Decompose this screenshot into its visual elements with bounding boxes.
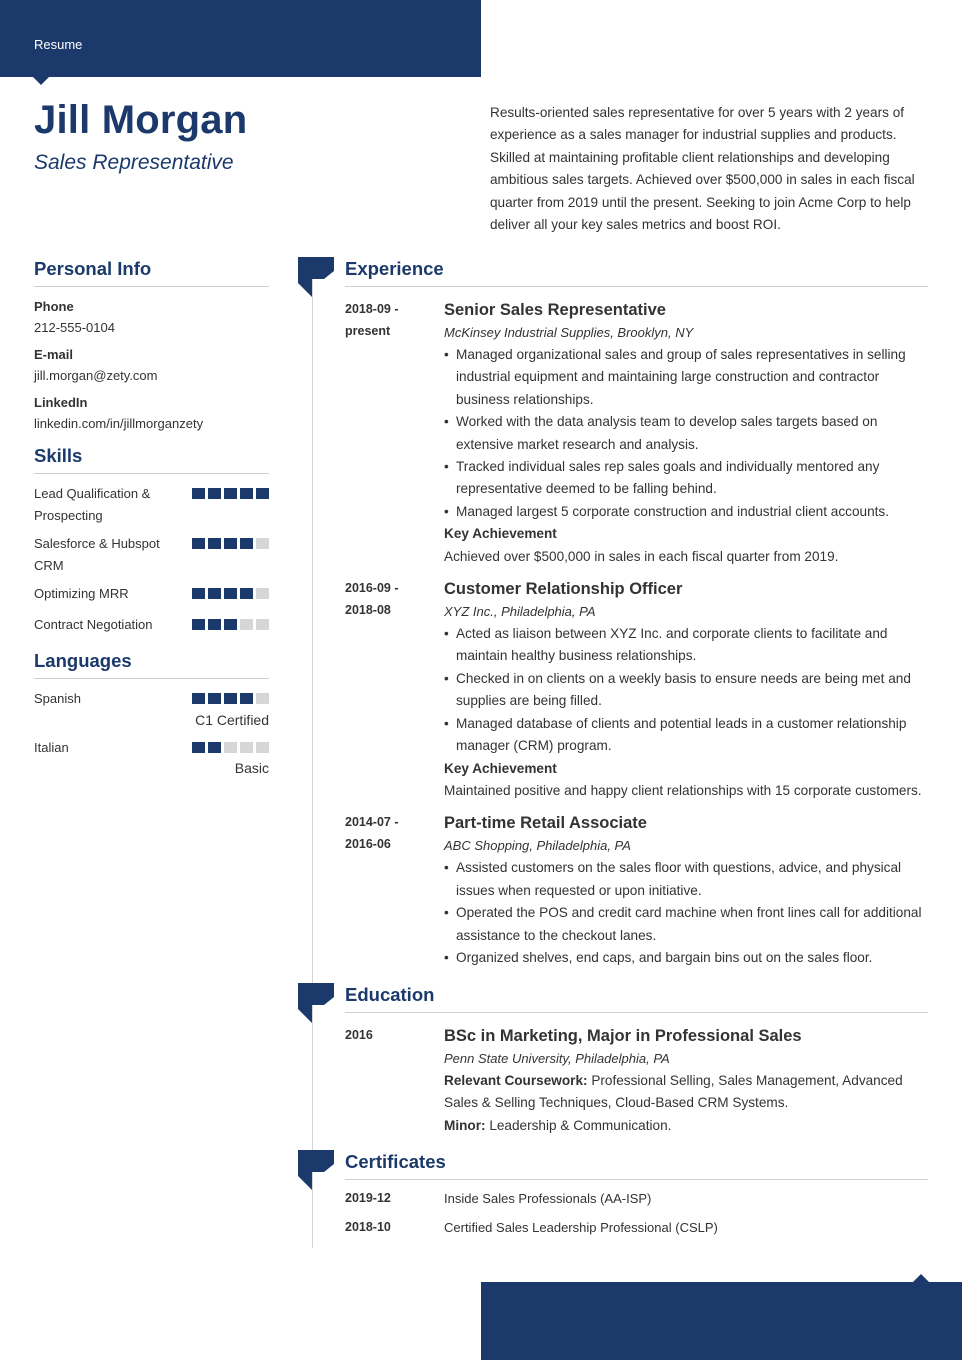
header-band-notch xyxy=(33,77,49,85)
language-level-dots xyxy=(192,693,269,704)
experience-entry xyxy=(345,811,928,969)
certificate-name: Inside Sales Professionals (AA-ISP) xyxy=(444,1191,652,1206)
entry-date-start: 2016-09 - xyxy=(345,581,399,596)
level-dot-filled xyxy=(224,538,237,549)
footer-band-notch xyxy=(913,1274,929,1282)
language-level-text: Basic xyxy=(234,760,269,776)
bullet-item: • Managed largest 5 corporate construction and industrial client accounts. xyxy=(444,501,928,523)
coursework-line xyxy=(444,1070,928,1115)
level-dot-filled xyxy=(208,538,221,549)
skill-level-dots xyxy=(192,538,269,549)
header-band-label: Resume xyxy=(34,37,83,52)
timeline-line xyxy=(312,270,313,1248)
entry-date xyxy=(345,298,425,342)
skill-item xyxy=(34,614,269,636)
bullet-item: • Managed database of clients and potential leads in a customer relationship manager (CRM) program. xyxy=(444,713,928,758)
key-achievement-text: Achieved over $500,000 in sales in each fiscal quarter from 2019. xyxy=(444,548,839,564)
skill-level-dots xyxy=(192,619,269,630)
level-dot-empty xyxy=(256,742,269,753)
header-band xyxy=(0,0,481,77)
level-dot-empty xyxy=(240,619,253,630)
level-dot-filled xyxy=(192,588,205,599)
footer-band xyxy=(481,1282,962,1360)
certificates-flag-icon xyxy=(298,1150,334,1190)
experience-entry xyxy=(345,298,928,568)
certificates-heading: Certificates xyxy=(345,1151,928,1180)
experience-flag-icon xyxy=(298,257,334,297)
level-dot-filled xyxy=(208,488,221,499)
skill-item xyxy=(34,583,269,605)
bullet-item: • Checked in on clients on a weekly basis to ensure needs are being met and supplies are being filled. xyxy=(444,668,928,713)
key-achievement-label: Key Achievement xyxy=(444,526,557,542)
minor-line xyxy=(444,1115,928,1137)
bullet-item: • Organized shelves, end caps, and bargain bins out on the sales floor. xyxy=(444,947,928,969)
skill-level-dots xyxy=(192,488,269,499)
level-dot-filled xyxy=(240,588,253,599)
level-dot-filled xyxy=(192,538,205,549)
job-title: Customer Relationship Officer xyxy=(444,580,683,599)
job-bullets xyxy=(444,344,928,523)
linkedin-value: linkedin.com/in/jillmorganzety xyxy=(34,416,204,431)
job-title: Senior Sales Representative xyxy=(444,301,666,319)
school-name: Penn State University, Philadelphia, PA xyxy=(444,1051,670,1066)
candidate-name: Jill Morgan xyxy=(34,98,248,142)
level-dot-filled xyxy=(192,742,205,753)
personal-info-heading: Personal Info xyxy=(34,258,269,287)
certificate-date: 2019-12 xyxy=(345,1191,391,1205)
level-dot-empty xyxy=(256,538,269,549)
language-name: Spanish xyxy=(34,691,81,706)
skill-item xyxy=(34,533,269,576)
bullet-item: • Acted as liaison between XYZ Inc. and corporate clients to facilitate and maintain healthy business relationships. xyxy=(444,623,928,668)
language-level-dots xyxy=(192,742,269,753)
level-dot-filled xyxy=(224,693,237,704)
language-level-text: C1 Certified xyxy=(195,711,269,728)
language-name: Italian xyxy=(34,739,69,755)
level-dot-empty xyxy=(256,588,269,599)
level-dot-empty xyxy=(240,742,253,753)
level-dot-filled xyxy=(256,488,269,499)
phone-value: 212-555-0104 xyxy=(34,320,115,335)
degree-title: BSc in Marketing, Major in Professional Sales xyxy=(444,1027,802,1045)
languages-heading: Languages xyxy=(34,650,269,679)
skill-name: Contract Negotiation xyxy=(34,616,153,632)
phone-label: Phone xyxy=(34,299,74,314)
bullet-item: • Worked with the data analysis team to develop sales targets based on extensive market research and analysis. xyxy=(444,411,928,456)
education-entry xyxy=(345,1024,928,1137)
level-dot-filled xyxy=(192,619,205,630)
level-dot-empty xyxy=(224,742,237,753)
experience-entry xyxy=(345,577,928,802)
skills-section xyxy=(34,445,269,635)
experience-section xyxy=(345,258,928,969)
key-achievement-text: Maintained positive and happy client relationships with 15 corporate customers. xyxy=(444,782,922,798)
level-dot-filled xyxy=(192,693,205,704)
entry-date xyxy=(345,811,425,855)
job-company: XYZ Inc., Philadelphia, PA xyxy=(444,604,596,620)
job-company: McKinsey Industrial Supplies, Brooklyn, NY xyxy=(444,325,694,340)
bullet-item: • Tracked individual sales rep sales goals and individually mentored any representative deemed to be falling behind. xyxy=(444,456,928,501)
skill-level-dots xyxy=(192,588,269,599)
certificate-item xyxy=(345,1185,928,1214)
job-company: ABC Shopping, Philadelphia, PA xyxy=(444,838,631,854)
level-dot-filled xyxy=(208,588,221,599)
left-column xyxy=(34,258,269,776)
level-dot-filled xyxy=(224,488,237,499)
entry-date xyxy=(345,577,425,621)
level-dot-empty xyxy=(256,693,269,704)
job-bullets xyxy=(444,623,928,757)
level-dot-filled xyxy=(224,588,237,599)
certificate-item xyxy=(345,1214,928,1243)
email-label: E-mail xyxy=(34,347,74,362)
skills-heading: Skills xyxy=(34,445,269,474)
certificate-name: Certified Sales Leadership Professional (CSLP) xyxy=(444,1220,718,1235)
skill-name: Optimizing MRR xyxy=(34,586,129,601)
skill-item xyxy=(34,483,269,526)
education-date: 2016 xyxy=(345,1028,373,1042)
entry-date-start: 2014-07 - xyxy=(345,815,399,830)
job-bullets xyxy=(444,857,928,969)
education-section xyxy=(345,984,928,1137)
level-dot-filled xyxy=(208,742,221,753)
education-heading: Education xyxy=(345,984,928,1013)
skill-name: Salesforce & Hubspot CRM xyxy=(34,536,160,573)
level-dot-filled xyxy=(240,693,253,704)
entry-date-end: 2016-06 xyxy=(345,837,391,852)
minor-text: Leadership & Communication. xyxy=(489,1117,672,1133)
education-flag-icon xyxy=(298,983,334,1023)
key-achievement-label: Key Achievement xyxy=(444,760,557,776)
coursework-text: Professional Selling, Sales Management, Advanced Sales & Selling Techniques, Cloud-Based CRM Systems. xyxy=(444,1073,903,1111)
job-title: Part-time Retail Associate xyxy=(444,814,647,833)
profile-summary: Results-oriented sales representative for over 5 years with 2 years of experience as a sales manager for industrial supplies and products. Skilled at maintaining profitable client relationships and developing ambitious sales targets. Achieved over $500,000 in sales in each fiscal quarter from 2019 until the present. Seeking to join Acme Corp to help deliver all your key sales metrics and boost ROI. xyxy=(490,105,915,233)
level-dot-filled xyxy=(240,488,253,499)
entry-date-end: 2018-08 xyxy=(345,603,391,618)
personal-info-section xyxy=(34,258,269,431)
level-dot-filled xyxy=(208,619,221,630)
certificate-date: 2018-10 xyxy=(345,1220,391,1234)
level-dot-filled xyxy=(208,693,221,704)
certificates-section xyxy=(345,1151,928,1243)
minor-label: Minor: xyxy=(444,1117,486,1133)
bullet-item: • Operated the POS and credit card machine when front lines call for additional assistance to the checkout lanes. xyxy=(444,902,928,947)
language-item xyxy=(34,737,269,777)
level-dot-filled xyxy=(240,538,253,549)
level-dot-filled xyxy=(192,488,205,499)
level-dot-filled xyxy=(224,619,237,630)
skill-name: Lead Qualification & Prospecting xyxy=(34,486,151,523)
bullet-item: • Managed organizational sales and group of sales representatives in selling industrial equipment and maintaining large construction and contractor business relationships. xyxy=(444,344,928,411)
language-item xyxy=(34,688,269,728)
level-dot-empty xyxy=(256,619,269,630)
languages-section xyxy=(34,650,269,776)
email-value: jill.morgan@zety.com xyxy=(34,368,158,383)
candidate-title: Sales Representative xyxy=(34,151,234,174)
entry-date-end: present xyxy=(345,324,391,338)
coursework-label: Relevant Coursework: xyxy=(444,1073,588,1088)
linkedin-label: LinkedIn xyxy=(34,395,88,410)
entry-date-start: 2018-09 - xyxy=(345,302,399,316)
bullet-item: • Assisted customers on the sales floor with questions, advice, and physical issues when requested or upon initiative. xyxy=(444,857,928,902)
experience-heading: Experience xyxy=(345,258,928,287)
